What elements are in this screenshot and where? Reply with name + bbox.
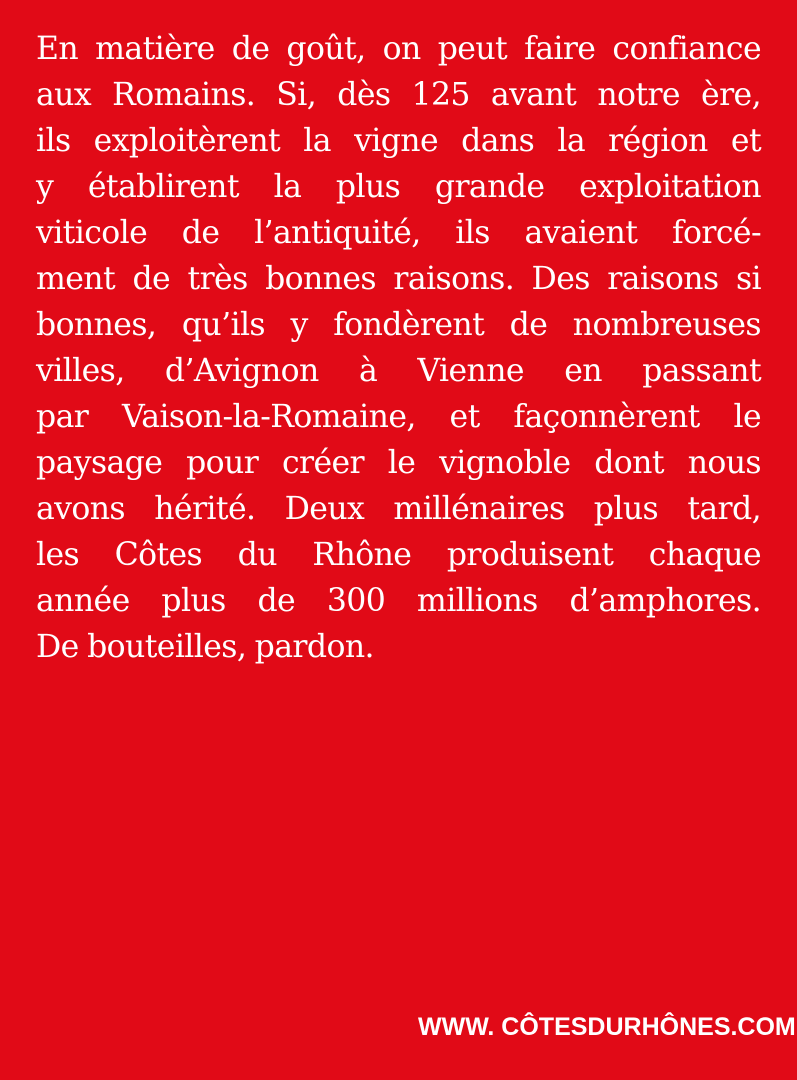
paragraph-line-10: paysage pour créer le vignoble dont nous [36,445,761,481]
paragraph-line-14: De bouteilles, pardon. [36,629,374,665]
paragraph-line-11: avons hérité. Deux millénaires plus tard, [36,491,761,527]
paragraph-line-8: villes, d’Avignon à Vienne en passant [36,353,761,389]
paragraph-line-6: ment de très bonnes raisons. Des raisons si [36,261,761,297]
paragraph-line-12: les Côtes du Rhône produisent chaque [36,537,761,573]
paragraph-line-1: En matière de goût, on peut faire confiance [36,31,761,67]
website-url[interactable]: WWW. CÔTESDURHÔNES.COM [418,1013,796,1041]
paragraph-line-7: bonnes, qu’ils y fondèrent de nombreuses [36,307,761,343]
paragraph-line-13: année plus de 300 millions d’amphores. [36,583,761,619]
paragraph-line-9: par Vaison-la-Romaine, et façonnèrent le [36,399,761,435]
paragraph-line-5: viticole de l’antiquité, ils avaient forcé- [36,215,761,251]
paragraph-line-3: ils exploitèrent la vigne dans la région et [36,123,761,159]
paragraph-line-2: aux Romains. Si, dès 125 avant notre ère, [36,77,761,113]
body-paragraph [36,26,761,670]
paragraph-line-4: y établirent la plus grande exploitation [36,169,761,205]
